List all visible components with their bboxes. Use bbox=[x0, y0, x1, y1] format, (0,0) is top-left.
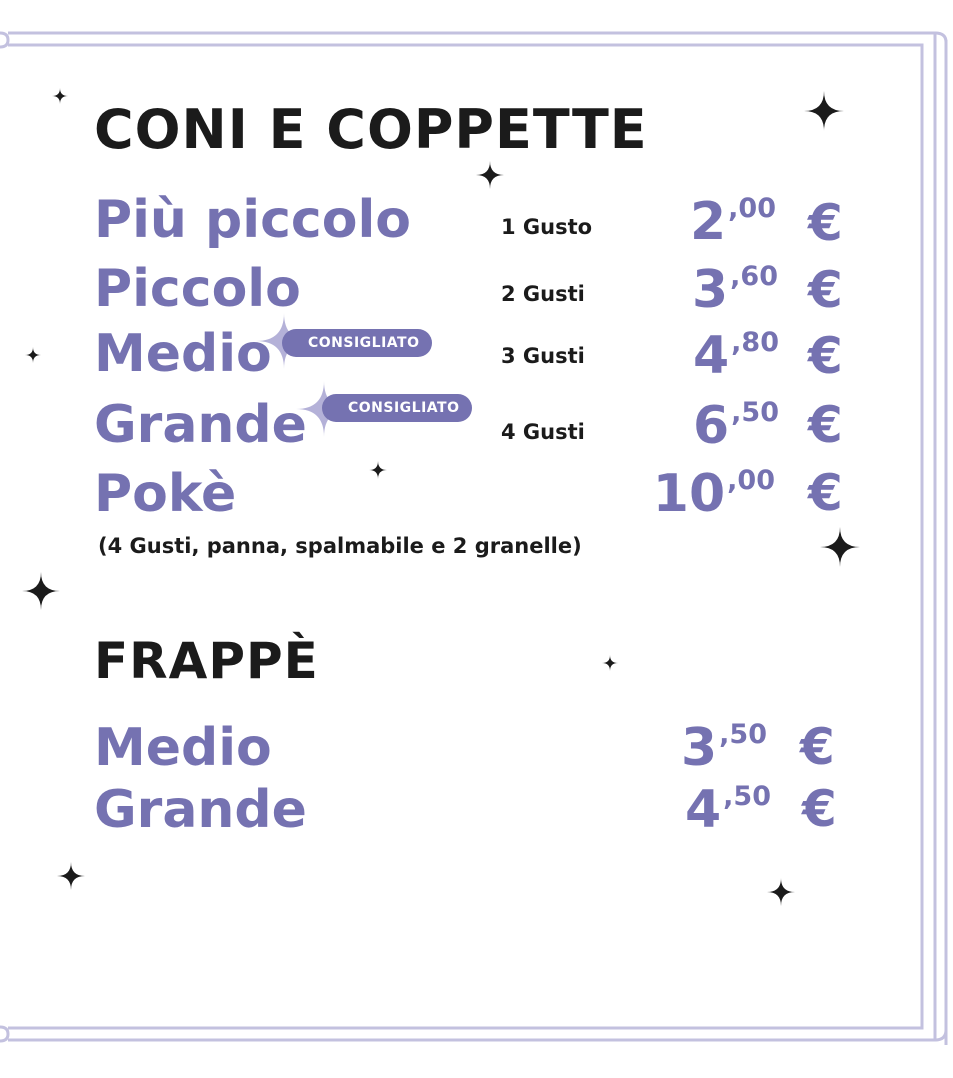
item-gusti: 3 Gusti bbox=[501, 344, 585, 368]
poke-note: (4 Gusti, panna, spalmabile e 2 granelle) bbox=[98, 534, 582, 558]
price-dec: ,50 bbox=[731, 397, 779, 428]
price-dec: ,00 bbox=[727, 465, 775, 496]
recommended-badge: CONSIGLIATO bbox=[322, 394, 472, 422]
sparkle-icon bbox=[602, 653, 618, 673]
euro-sign: € bbox=[800, 718, 835, 776]
euro-sign: € bbox=[808, 396, 843, 454]
price-int: 6 bbox=[692, 396, 730, 456]
sparkle-icon bbox=[476, 160, 504, 190]
item-name: Medio bbox=[94, 718, 272, 778]
sparkle-icon bbox=[767, 876, 795, 908]
price-int: 4 bbox=[692, 326, 730, 386]
price-dec: ,60 bbox=[730, 261, 778, 292]
price-int: 10 bbox=[652, 464, 726, 524]
item-price bbox=[691, 260, 778, 320]
sparkle-icon bbox=[57, 860, 85, 892]
item-price bbox=[684, 780, 771, 840]
price-int: 3 bbox=[680, 718, 718, 778]
euro-sign: € bbox=[802, 780, 837, 838]
item-price bbox=[692, 326, 779, 386]
sparkle-icon bbox=[22, 570, 60, 612]
section-title-frappe: FRAPPÈ bbox=[94, 632, 319, 690]
item-name: Grande bbox=[94, 395, 307, 455]
item-name: Grande bbox=[94, 780, 307, 840]
item-name: Medio bbox=[94, 324, 272, 384]
item-gusti: 2 Gusti bbox=[501, 282, 585, 306]
price-dec: ,80 bbox=[731, 327, 779, 358]
item-price bbox=[680, 718, 767, 778]
price-dec: ,50 bbox=[723, 781, 771, 812]
euro-sign: € bbox=[808, 327, 843, 385]
item-gusti: 1 Gusto bbox=[501, 215, 593, 239]
sparkle-icon bbox=[804, 89, 844, 133]
section-title-coni: CONI E COPPETTE bbox=[94, 98, 648, 161]
item-gusti: 4 Gusti bbox=[501, 420, 585, 444]
recommended-badge: CONSIGLIATO bbox=[282, 329, 432, 357]
price-dec: ,00 bbox=[728, 193, 776, 224]
item-name: Pokè bbox=[94, 464, 237, 524]
sparkle-icon bbox=[25, 346, 41, 364]
price-dec: ,50 bbox=[719, 719, 767, 750]
item-price bbox=[689, 192, 776, 252]
sparkle-icon bbox=[369, 460, 387, 480]
price-int: 4 bbox=[684, 780, 722, 840]
price-int: 2 bbox=[689, 192, 727, 252]
sparkle-icon bbox=[820, 524, 860, 570]
item-price bbox=[692, 396, 779, 456]
item-name: Più piccolo bbox=[94, 190, 412, 250]
price-int: 3 bbox=[691, 260, 729, 320]
item-price bbox=[652, 464, 775, 524]
euro-sign: € bbox=[808, 464, 843, 522]
euro-sign: € bbox=[808, 261, 843, 319]
sparkle-icon bbox=[52, 88, 68, 104]
item-name: Piccolo bbox=[94, 259, 301, 319]
euro-sign: € bbox=[808, 194, 843, 252]
